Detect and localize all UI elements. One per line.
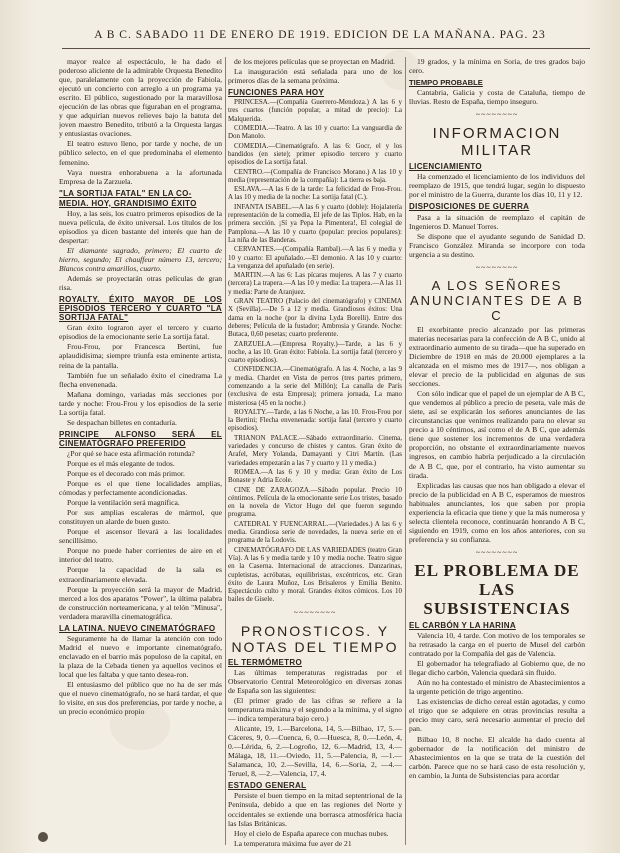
paragraph: Bilbao 10, 8 noche. El alcalde ha dado cuenta al gobernador de la notificación del ministro de Abastecimientos en la que se trata de la cuestión del carbón. Parece que no se hará caso de esta resolución y, en cambio, la Junta de Subsistencias para acordar — [409, 734, 585, 780]
listing-item: CENTRO.—(Compañía de Francisco Morano.) A las 10 y media (representación de la compañía): La tierra es baja. — [228, 167, 402, 184]
paragraph: Valencia 10, 4 tarde. Con motivo de los temporales se ha retrasado la carga en el puerto de Musel del carbón contratado por la Compañía del gas de Valencia. — [409, 631, 585, 659]
paragraph: El teatro estuvo lleno, por tarde y noche, de un público selecto, en el que predominaba el elemento femenino. — [59, 139, 222, 167]
paragraph: El gobernador ha telegrafiado al Gobierno que, de no llegar dicho carbón, Valencia quedará sin fluido. — [409, 659, 585, 678]
paragraph: Porque la proyección será la mayor de Madrid, merced a los dos aparatos "Power", la última palabra de construcción norteamericana, y al telón "Minusa", verdadera maravilla cinematográfica. — [59, 584, 222, 621]
paragraph: También fue un señalado éxito el cinedrama La flecha envenenada. — [59, 370, 222, 389]
listing-item: CATEDRAL Y FUENCARRAL.—(Variedades.) A las 6 y media. Grandiosa serie de novedades, la nueva serie en el programa de la Lodovis. — [228, 519, 402, 545]
section-heading: FUNCIONES PARA HOY — [228, 88, 325, 98]
section-title: PRONOSTICOS. Y NOTAS DEL TIEMPO — [231, 622, 399, 655]
paragraph: Se despachan billetes en contaduría. — [67, 417, 177, 427]
page-header: A B C. SABADO 11 DE ENERO DE 1919. EDICION DE LA MAÑANA. PAG. 23 — [94, 29, 546, 41]
paragraph: Ha comenzado el licenciamiento de los individuos del reemplazo de 1915, que tendrá lugar, según lo dispuesto por el ministro de la Guerra, durante los días 10, 11 y 12. — [409, 172, 585, 200]
paragraph: Porque el ascensor llevará a las localidades sencillísimo. — [59, 527, 222, 546]
theater-listings — [228, 98, 402, 604]
column-1 — [59, 57, 222, 847]
paragraph: La temperatura máxima fue ayer de 21 — [234, 838, 352, 847]
column-divider — [225, 57, 226, 845]
paragraph: de los mejores películas que se proyectan en Madrid. — [234, 57, 395, 66]
paragraph: Porque es el que tiene localidades amplias, cómodas y perfectamente acondicionadas. — [59, 479, 222, 498]
listing-item: MARTIN.—A las 6: Las pícaras mujeres. A las 7 y cuarto (tercera) La trapera.—A las 10 y media: La trapera.—A las 11 y media: Parte de Aranjuez. — [228, 271, 402, 296]
paragraph: Seguramente ha de llamar la atención con todo Madrid el nuevo e importante cinematógrafo, enclavado en el barrio más populoso de la capital, en la plaza de la Cebada tienen ya aquellos vecinos el local que les faltaba y que tanto desea-ron. — [59, 633, 222, 679]
paragraph: Porque no puede haber corrientes de aire en el interior del teatro. — [59, 546, 222, 565]
paragraph: ¿Por qué se hace esta afirmación rotunda? — [67, 448, 195, 458]
section-title: INFORMACION MILITAR — [432, 125, 562, 160]
paragraph: Porque es el decorado con más primor. — [67, 469, 185, 479]
paragraph: El exorbitante precio alcanzado por las primeras materias necesarias para la confección de A B C, unido al extraordinario aumento de su tirada—que ha superado en Diciembre de 1918 en más de 20.000 ejemplares a la alcanzada en el mismo mes de 1917—, nos obligan a elevar el precio de la publicidad en algunas de sus secciones. — [409, 324, 585, 389]
listing-item: PRINCESA.—(Compañía Guerrero-Mendoza.) A las 6 y tres cuartos (función popular, a mitad de precio): La Malquerida. — [228, 98, 402, 123]
paragraph: El entusiasmo del público que no ha de ser más que el nuevo cinematógrafo, no se hará tardar, el que lo visite, en sus dos preferencias, por tarde y noche, a un precio económico propio — [59, 680, 222, 717]
paragraph: Frou-Frou, por Francesca Bertini, fue aplaudidísima; siempre triunfa esta eminente artista, reina de la pantalla. — [59, 342, 222, 370]
paragraph: Hoy, a las seis, los cuatro primeros episodios de la nueva película, de éxito universal. Los títulos de los episodios ya dicen bastante del interés que han de despertar: — [59, 208, 222, 245]
paragraph: El diamante sagrado, primero; El cuarto de hierro, segundo; El chauffeur número 13, tercero; Blancos contra amarillos, cuarto. — [59, 245, 222, 274]
paragraph: La inauguración está señalada para uno de los primeros días de la semana próxima. — [228, 67, 402, 86]
section-heading: EL TERMÓMETRO — [228, 657, 302, 667]
paragraph: Gran éxito lograron ayer el tercero y cuarto episodios de la emocionante serie La sortija fatal. — [59, 323, 222, 342]
paragraph: Con sólo indicar que el papel de un ejemplar de A B C, que vendemos al público a precio de peseta, vale más de siete, así se explicarán los señores anunciantes de las circunstancias que venimos realizando para no elevar su precio a 10 céntimos, así como el de A B C, que además tiene que sostener los incrementos de una verdadera proporción, no obstante el extraordinariamente nuevos ingresos, en cambio habría perjudicado a la circulación de A B C, que, por el contrario, ha visto aumentar su tirada. — [409, 389, 585, 480]
listing-item: CINEMATÓGRAFO DE LAS VARIEDADES (teatro Gran Vía). A las 6 y media tarde y 10 y media noche. Teatro sigue en la Caserna. Internacional de atracciones. Danzarinas, cupletistas, acróbatas, equilibristas, excéntricos, etc. Gran éxito de Laura Muñoz, Los Brisaleros y Emilia Benito. Espectáculo culto y moral. Grandes éxitos cómicos. Los 10 bailes de Gisele. — [228, 545, 402, 604]
listing-item: CINE DE ZARAGOZA.—Sábado popular. Precio 10 céntimos. Película de la emocionante serie Los tristes, basado en la novela de Victor Hugo del que fueron segundo programa. — [228, 485, 402, 519]
section-heading: "LA SORTIJA FATAL" EN LA CO- — [59, 188, 192, 198]
listing-item: INFANTA ISABEL.—A las 6 y cuarto (doble): Hojalatería representación de la comedia, El jefe de las Tiplos. Hab, en la primera sección. ¡Sí ya Pepa la Pimentera!, El colegial de Pamplona.—A las 10 y cuarto (popular: precios populares): La niña de las Banderas. — [228, 202, 402, 244]
paragraph: Las últimas temperaturas registradas por el Observatorio Central Meteorológico en diversas zonas de España son las siguientes: — [228, 667, 402, 695]
paragraph: Además se proyectarán otras películas de gran risa. — [59, 274, 222, 293]
paragraph: Se dispone que el ayudante segundo de Sanidad D. Francisco González Miranda se incorpore con toda urgencia a su destino. — [409, 231, 585, 259]
paragraph: Persiste el buen tiempo en la mitad septentrional de la Península, debido a que en las regiones del Norte y occidentales se extiende una borrasca atmosférica hacia las Islas Británicas. — [228, 791, 402, 828]
listing-item: TRIANON PALACE.—Sábado extraordinario. Cinema, variedades y concurso de chistes y cantos. Gran éxito de Arafel, Mery Yolanda, Damayanti y Citri Martín. (Las variedades empezarán a las 7 y cuarto y 11 y media.) — [228, 433, 402, 467]
paragraph: Aún no ha contestado el ministro de Abastecimientos a la urgente petición de trigo argentino. — [409, 678, 585, 697]
header-rule — [62, 48, 590, 49]
listing-item: COMEDIA.—Cinematógrafo. A las 6: Gocr, el y los bandidos (en siete); primer episodio tercero y cuarto episodios de La sortija fatal. — [228, 141, 402, 167]
section-heading: TIEMPO PROBABLE — [409, 78, 483, 88]
column-divider — [405, 57, 406, 845]
ornament-divider: ~~~~~~~~ — [475, 262, 519, 272]
listing-item: CONFIDENCIA.—Cinematógrafo. A las 4. Noche, a las 9 y media. Chardet en Vista de perros (tres partes primero, comenzando a la serie del Millón); La canalla de París (exclusiva de esta Empresa); primera jornada, La mano misteriosa (45 en la noche.) — [228, 365, 402, 407]
paragraph: Hoy el cielo de España aparece con muchas nubes. — [234, 828, 389, 838]
section-heading: LICENCIAMIENTO — [409, 162, 482, 172]
paragraph: Cantabria, Galicia y costa de Cataluña, tiempo de lluvias. Resto de España, tiempo inseguro. — [409, 88, 585, 107]
paragraph: Mañana domingo, variadas más secciones por tarde y noche: Frou-Frou y los episodios de la serie La sortija fatal. — [59, 389, 222, 417]
paragraph: Las existencias de dicho cereal están agotadas, y como el trigo que se adquiere en otras provincias resulta a precio muy caro, será necesario aumentar el precio del pan. — [409, 697, 585, 734]
paragraph: Pasa a la situación de reemplazo el capitán de Ingenieros D. Manuel Torres. — [409, 212, 585, 231]
section-heading: PRINCIPE ALFONSO SERÁ EL CINEMATÓGRAFO PREFERIDO — [59, 429, 222, 448]
listing-item: ROMEA.—A las 6 y 10 y media: Gran éxito de Los Bonaste y Adria Ecole. — [228, 467, 402, 485]
paragraph: Porque es el más elegante de todos. — [67, 458, 175, 468]
listing-item: CERVANTES.—(Compañía Rambal).—A las 6 y media y 10 y cuarto: El apuñalado.—El demonio. A las 10 y cuarto: La venganza del apuñalado (en serie). — [228, 245, 402, 270]
ornament-divider: ~~~~~~~~ — [475, 547, 519, 557]
section-heading: DISPOSICIONES DE GUERRA — [409, 202, 530, 212]
column-3 — [409, 57, 585, 847]
listing-item: ESLAVA.—A las 6 de la tarde: La felicidad de Frou-Frou. A las 10 y media de la noche: La sortija fatal (C.). — [228, 185, 402, 202]
section-heading: LA LATINA. NUEVO CINEMATÓGRAFO — [59, 623, 216, 633]
paragraph: mayor realce al espectáculo, le ha dado el poderoso aliciente de la admirable Orquesta Benedito que, paralelamente con la proyección de Fabiola, ejecutó un concierto con arreglo a un programa ya escrito. El público, sugestionado por la maravillosa ejecución de las obras que figuraban en el programa, y que adquirían nuevos relieves bajo la batuta del joven maestro Benedito, tributó a la Orquesta largas y entusiastas ovaciones. — [59, 57, 222, 139]
listing-item: ROYALTY.—Tarde, a las 6 Noche, a las 10. Frou-Frou por la Bertini; Flecha envenenada: sortija fatal (tercero y cuarto episodios). — [228, 407, 402, 433]
paragraph: Porque la capacidad de la sala es extraordinariamente elevada. — [59, 565, 222, 584]
paragraph: 19 grados, y la mínima en Soria, de tres grados bajo cero. — [409, 57, 585, 76]
section-heading: ESTADO GENERAL — [228, 781, 307, 791]
listing-item: COMEDIA.—Teatro. A las 10 y cuarto: La vanguardia de Don Manolo. — [228, 124, 402, 141]
paragraph: Porque la ventilación será magnífica. — [67, 498, 180, 508]
temperature-list: Alicante, 19, 1.—Barcelona, 14, 5.—Bilbao, 17, 5.—Cáceres, 9, 0.—Cuenca, 6, 0.—Huesca, 8, 0.—León, 4, 0.—Lérida, 6, 2.—Logroño, 12, 6.—Madrid, 13, 4.—Málaga, 18, 11.—Oviedo, 11, 5.—Palencia, 8, —1.—Salamanca, 10, 2.—Sevilla, 14, 6.—Soria, 2, —4.—Teruel, 8, —2.—Valencia, 17, 4. — [228, 724, 402, 779]
paragraph: Por sus amplias escaleras de mármol, que constituyen un alarde de buen gusto. — [59, 508, 222, 527]
section-heading: ROYALTY. ÉXITO MAYOR DE LOS EPISODIOS TERCERO Y CUARTO "LA SORTIJA FATAL" — [59, 295, 222, 323]
listing-item: ZARZUELA.—(Empresa Royalty.)—Tarde, a las 6 y noche, a las 10. Gran éxito: Fabiola. La sortija fatal (tercero y cuarto episodios). — [228, 339, 402, 365]
binding-hole — [38, 832, 48, 842]
paragraph: (El primer grado de las cifras se refiere a la temperatura máxima y el segundo a la mínima, y el signo — indica temperatura bajo cero.) — [228, 695, 402, 724]
ornament-divider: ~~~~~~~~ — [475, 110, 519, 120]
ornament-divider: ~~~~~~~~ — [293, 607, 337, 617]
paragraph: Explicadas las causas que nos han obligado a elevar el precio de la publicidad en A B C, esperamos de nuestros habituales anunciantes, los que saben por propia experiencia la eficacia que tiene y que la más numerosa y selecta clientela reconoce, continuarán honrando A B C, siguiendo en 1919, como en los años anteriores, con su preferencia y su confianza. — [409, 480, 585, 544]
section-title: A LOS SEÑORES ANUNCIANTES DE A B C — [410, 277, 584, 323]
section-heading: EL CARBÓN Y LA HARINA — [409, 620, 516, 630]
section-title: EL PROBLEMA DE LAS SUBSISTENCIAS — [414, 560, 580, 618]
listing-item: GRAN TEATRO (Palacio del cinematógrafo) y CINEMA X (Sevilla).—De 5 a 12 y media. Grandiosos éxitos: Una dama en la noche (por la divina Lyda Borelli). Entre dos deberes; Película de la fustador; Ambrosia y Grande. Noche: Butaca, 0,60 pesetas; cuarto preferente. — [228, 297, 402, 339]
section-heading: MEDIA. HOY, GRANDISIMO ÉXITO — [59, 198, 197, 208]
column-2 — [228, 57, 402, 847]
paragraph: Vaya nuestra enhorabuena a la afortunada Empresa de la Zarzuela. — [59, 167, 222, 186]
